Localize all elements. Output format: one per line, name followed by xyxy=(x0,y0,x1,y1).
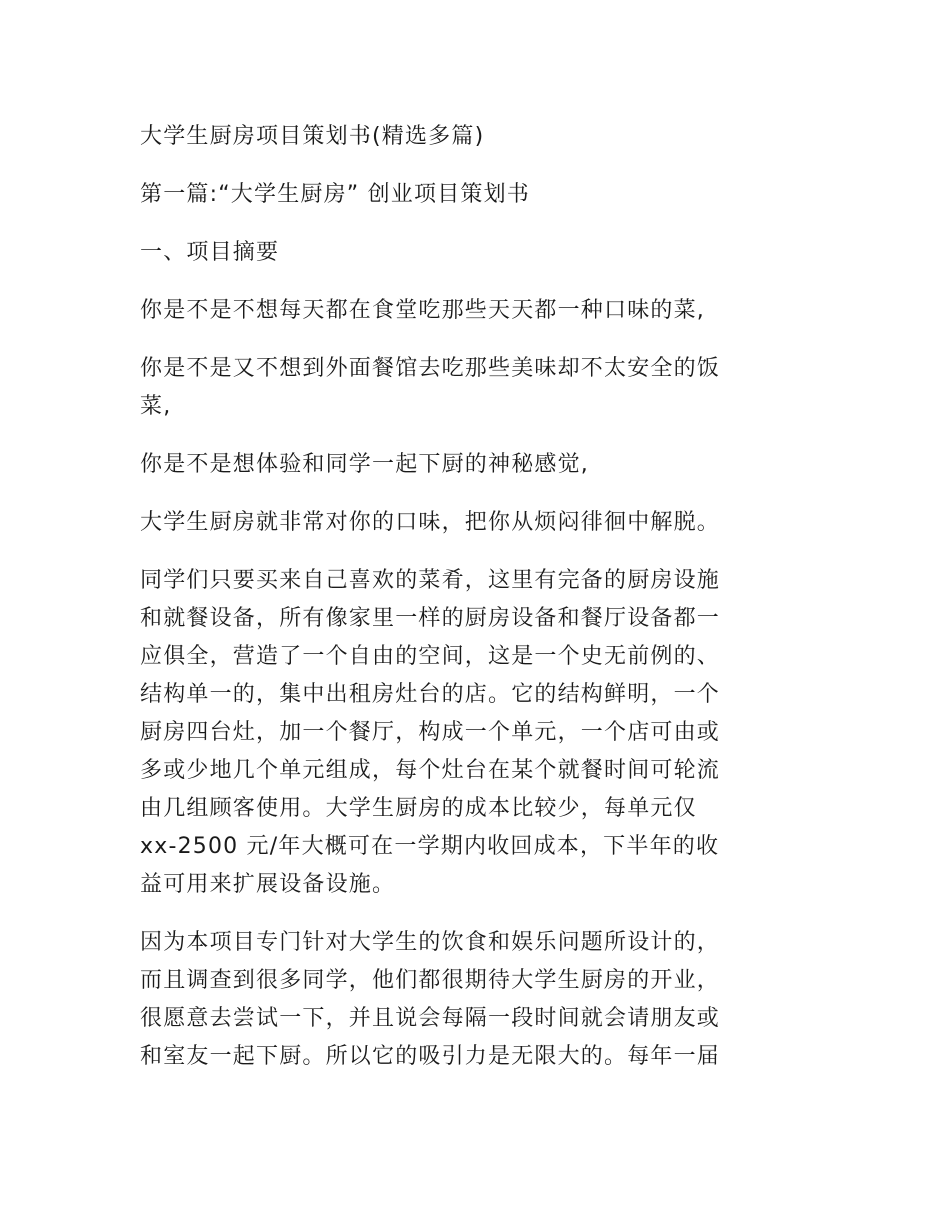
paragraph-line: 结构单一的，集中出租房灶台的店。它的结构鲜明，一个 xyxy=(140,682,721,707)
paragraph-line: 而且调查到很多同学，他们都很期待大学生厨房的开业， xyxy=(140,968,721,993)
paragraph-line: 和就餐设备，所有像家里一样的厨房设备和餐厅设备都一 xyxy=(140,606,721,631)
document-body xyxy=(140,118,800,1096)
paragraph-2 xyxy=(140,350,800,426)
paragraph-line: 因为本项目专门针对大学生的饮食和娱乐问题所设计的， xyxy=(140,930,721,955)
paragraph-line: 益可用来扩展设备设施。 xyxy=(140,872,396,897)
paragraph-5 xyxy=(140,562,800,904)
paragraph-1 xyxy=(140,292,800,330)
paragraph-3 xyxy=(140,446,800,484)
paragraph-line: 和室友一起下厨。所以它的吸引力是无限大的。每年一届 xyxy=(140,1044,721,1069)
paragraph-line: 应俱全，营造了一个自由的空间，这是一个史无前例的、 xyxy=(140,644,721,669)
paragraph-line: xx-2500 元/年大概可在一学期内收回成本，下半年的收 xyxy=(140,834,720,859)
paragraph-line: 你是不是又不想到外面餐馆去吃那些美味却不太安全的饭 xyxy=(140,356,721,381)
paragraph-line: 大学生厨房就非常对你的口味，把你从烦闷徘徊中解脱。 xyxy=(140,510,721,535)
paragraph-line: 同学们只要买来自己喜欢的菜肴，这里有完备的厨房设施 xyxy=(140,568,721,593)
paragraph-line: 很愿意去尝试一下，并且说会每隔一段时间就会请朋友或 xyxy=(140,1006,721,1031)
paragraph-line: 你是不是想体验和同学一起下厨的神秘感觉, xyxy=(140,452,589,477)
section-heading xyxy=(140,234,800,272)
chapter-heading xyxy=(140,176,800,214)
chapter-line: 第一篇:“大学生厨房” 创业项目策划书 xyxy=(140,182,531,207)
section-line: 一、项目摘要 xyxy=(140,240,280,265)
document-title xyxy=(140,118,800,156)
paragraph-4 xyxy=(140,504,800,542)
paragraph-line: 你是不是不想每天都在食堂吃那些天天都一种口味的菜, xyxy=(140,298,705,323)
paragraph-6 xyxy=(140,924,800,1076)
title-line: 大学生厨房项目策划书(精选多篇) xyxy=(140,124,485,149)
paragraph-line: 菜, xyxy=(140,394,172,419)
paragraph-line: 多或少地几个单元组成，每个灶台在某个就餐时间可轮流 xyxy=(140,758,721,783)
paragraph-line: 厨房四台灶，加一个餐厅，构成一个单元，一个店可由或 xyxy=(140,720,721,745)
paragraph-line: 由几组顾客使用。大学生厨房的成本比较少，每单元仅 xyxy=(140,796,697,821)
